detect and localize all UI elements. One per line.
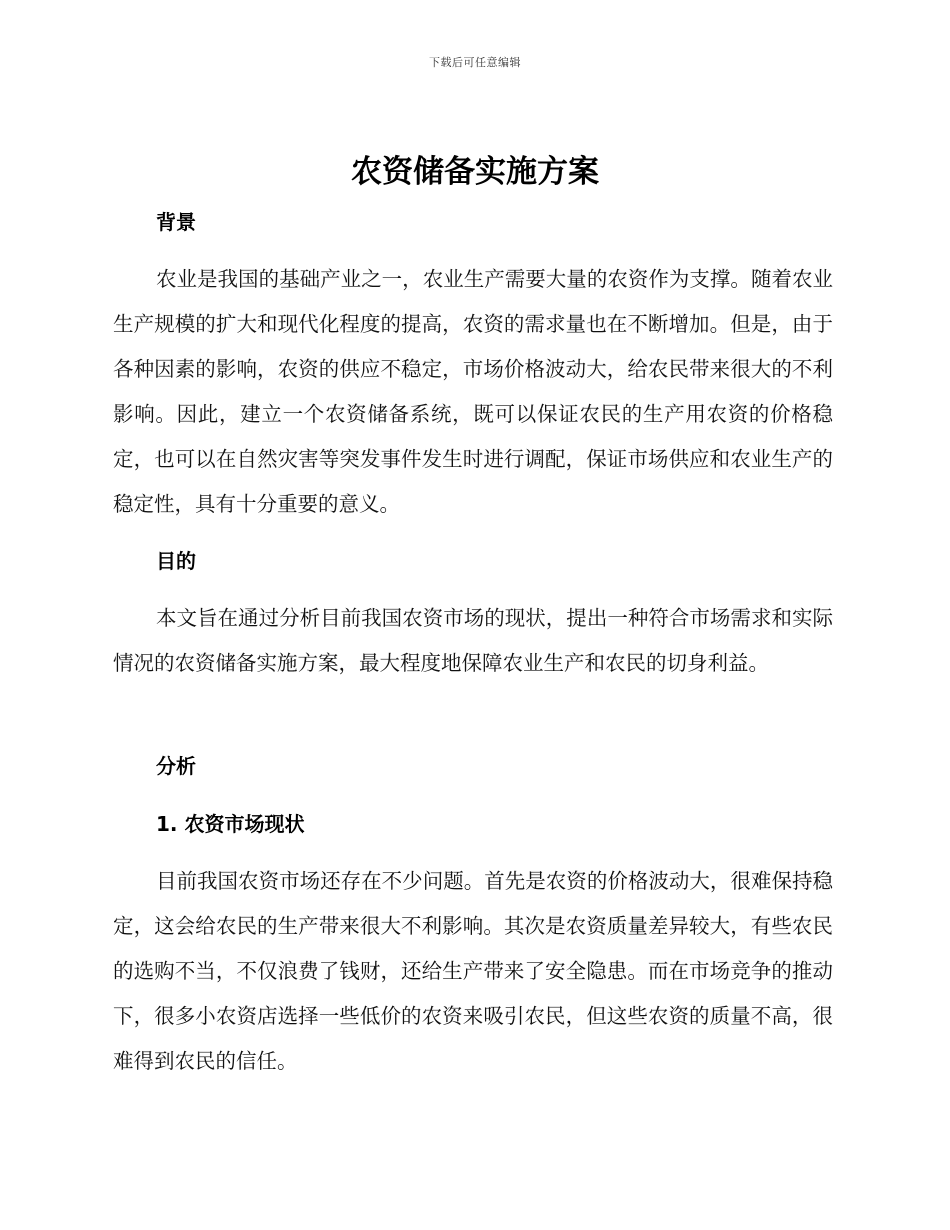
section-heading-purpose: 目的 (156, 549, 196, 573)
section-heading-analysis: 分析 (156, 754, 196, 778)
section-body-purpose: 本文旨在通过分析目前我国农资市场的现状，提出一种符合市场需求和实际情况的农资储备实施方案，最大程度地保障农业生产和农民的切身利益。 (113, 606, 833, 675)
section-heading-background: 背景 (156, 210, 196, 234)
subsection-heading-market-status: 1. 农资市场现状 (156, 812, 305, 836)
section-body-background: 农业是我国的基础产业之一，农业生产需要大量的农资作为支撑。随着农业生产规模的扩大和现代化程度的提高，农资的需求量也在不断增加。但是，由于各种因素的影响，农资的供应不稳定，市场价格波动大，给农民带来很大的不利影响。因此，建立一个农资储备系统，既可以保证农民的生产用农资的价格稳定，也可以在自然灾害等突发事件发生时进行调配，保证市场供应和农业生产的稳定性，具有十分重要的意义。 (113, 267, 833, 516)
header-note: 下载后可任意编辑 (429, 56, 521, 69)
document-title: 农资储备实施方案 (351, 154, 599, 190)
subsection-body-market-status: 目前我国农资市场还存在不少问题。首先是农资的价格波动大，很难保持稳定，这会给农民的生产带来很大不利影响。其次是农资质量差异较大，有些农民的选购不当，不仅浪费了钱财，还给生产带来了安全隐患。而在市场竞争的推动下，很多小农资店选择一些低价的农资来吸引农民，但这些农资的质量不高，很难得到农民的信任。 (113, 869, 833, 1073)
